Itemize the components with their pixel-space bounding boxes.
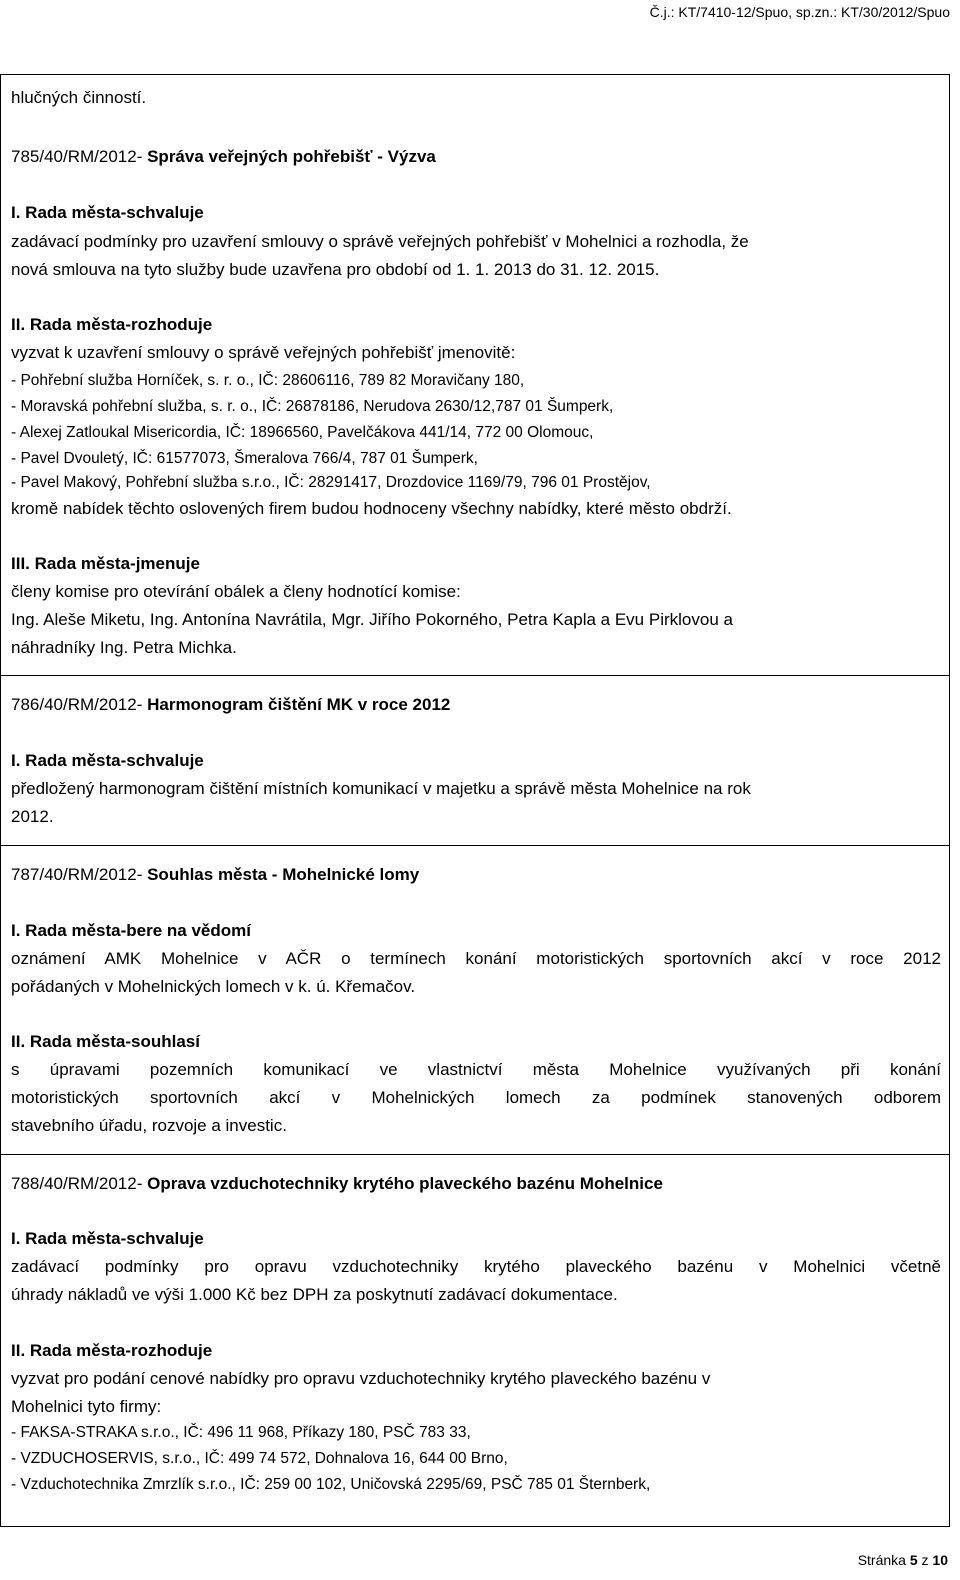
resolution-788-heading [11,1171,663,1197]
total-pages: 10 [932,1552,948,1568]
document-reference: Č.j.: KT/7410-12/Spuo, sp.zn.: KT/30/2012/Spuo [649,4,950,20]
paragraph-line: zadávací podmínky pro opravu vzduchotechniky krytého plaveckého bazénu v Mohelnici včetně [11,1257,941,1276]
paragraph-line: náhradníky Ing. Petra Michka. [11,638,237,657]
paragraph-line: motoristických sportovních akcí v Mohelnických lomech za podmínek stanovených odborem [11,1088,941,1107]
page-separator: z [917,1552,933,1568]
section-heading: II. Rada města-souhlasí [11,1032,200,1051]
paragraph-line: Mohelnici tyto firmy: [11,1397,162,1416]
paragraph-line: kromě nabídek těchto oslovených firem budou hodnoceny všechny nabídky, které město obdrží. [11,499,732,518]
page-label: Stránka [857,1552,910,1568]
resolution-title: Správa veřejných pohřebišť - Výzva [147,147,436,166]
section-divider [0,675,950,676]
paragraph-line: vyzvat pro podání cenové nabídky pro opravu vzduchotechniky krytého plaveckého bazénu v [11,1369,711,1388]
paragraph-line: nová smlouva na tyto služby bude uzavřena pro období od 1. 1. 2013 do 31. 12. 2015. [11,260,660,279]
list-item: - VZDUCHOSERVIS, s.r.o., IČ: 499 74 572, Dohnalova 16, 644 00 Brno, [11,1450,508,1467]
section-heading: II. Rada města-rozhoduje [11,315,213,334]
paragraph-line: členy komise pro otevírání obálek a členy hodnotící komise: [11,582,461,601]
resolution-number: 788/40/RM/2012- [11,1174,148,1193]
list-item: - Pohřební služba Horníček, s. r. o., IČ: 28606116, 789 82 Moravičany 180, [11,372,525,389]
resolution-title: Souhlas města - Mohelnické lomy [147,865,420,884]
intro-text: hlučných činností. [11,88,147,107]
resolution-title: Oprava vzduchotechniky krytého plaveckého bazénu Mohelnice [147,1174,663,1193]
paragraph-line: úhrady nákladů ve výši 1.000 Kč bez DPH za poskytnutí zadávací dokumentace. [11,1285,618,1304]
resolution-787-heading [11,862,419,888]
list-item: - Pavel Dvouletý, IČ: 61577073, Šmeralova 766/4, 787 01 Šumperk, [11,450,478,467]
resolution-number: 787/40/RM/2012- [11,865,148,884]
resolution-786-heading [11,692,450,718]
paragraph-line: stavebního úřadu, rozvoje a investic. [11,1116,287,1135]
list-item: - Moravská pohřební služba, s. r. o., IČ: 26878186, Nerudova 2630/12,787 01 Šumperk, [11,398,614,415]
resolution-title: Harmonogram čištění MK v roce 2012 [147,695,451,714]
section-heading: I. Rada města-schvaluje [11,751,204,770]
section-divider [0,1154,950,1155]
paragraph-line: pořádaných v Mohelnických lomech v k. ú. Křemačov. [11,977,416,996]
current-page: 5 [909,1552,918,1568]
paragraph-line: oznámení AMK Mohelnice v AČR o termínech konání motoristických sportovních akcí v roce 2012 [11,949,941,968]
list-item: - FAKSA-STRAKA s.r.o., IČ: 496 11 968, Příkazy 180, PSČ 783 33, [11,1424,471,1441]
resolution-number: 785/40/RM/2012- [11,147,148,166]
resolution-number: 786/40/RM/2012- [11,695,148,714]
paragraph-line: s úpravami pozemních komunikací ve vlastnictví města Mohelnice využívaných při konání [11,1060,941,1079]
list-item: - Alexej Zatloukal Misericordia, IČ: 18966560, Pavelčákova 441/14, 772 00 Olomouc, [11,424,594,441]
paragraph-line: Ing. Aleše Miketu, Ing. Antonína Navrátila, Mgr. Jiřího Pokorného, Petra Kapla a Evu Pirklovou a [11,610,733,629]
list-item: - Vzduchotechnika Zmrzlík s.r.o., IČ: 259 00 102, Uničovská 2295/69, PSČ 785 01 Šternberk, [11,1476,651,1493]
section-heading: I. Rada města-bere na vědomí [11,921,251,940]
section-heading: III. Rada města-jmenuje [11,554,200,573]
section-heading: I. Rada města-schvaluje [11,203,204,222]
resolution-785-heading [11,144,436,170]
page-number [858,1552,948,1568]
section-heading: II. Rada města-rozhoduje [11,1341,213,1360]
paragraph-line: zadávací podmínky pro uzavření smlouvy o správě veřejných pohřebišť v Mohelnici a rozhodla, že [11,232,749,251]
paragraph-line: vyzvat k uzavření smlouvy o správě veřejných pohřebišť jmenovitě: [11,343,516,362]
paragraph-line: předložený harmonogram čištění místních komunikací v majetku a správě města Mohelnice na rok [11,779,751,798]
section-divider [0,845,950,846]
section-heading: I. Rada města-schvaluje [11,1229,204,1248]
list-item: - Pavel Makový, Pohřební služba s.r.o., IČ: 28291417, Drozdovice 1169/79, 796 01 Prostějov, [11,474,651,491]
paragraph-line: 2012. [11,807,54,826]
